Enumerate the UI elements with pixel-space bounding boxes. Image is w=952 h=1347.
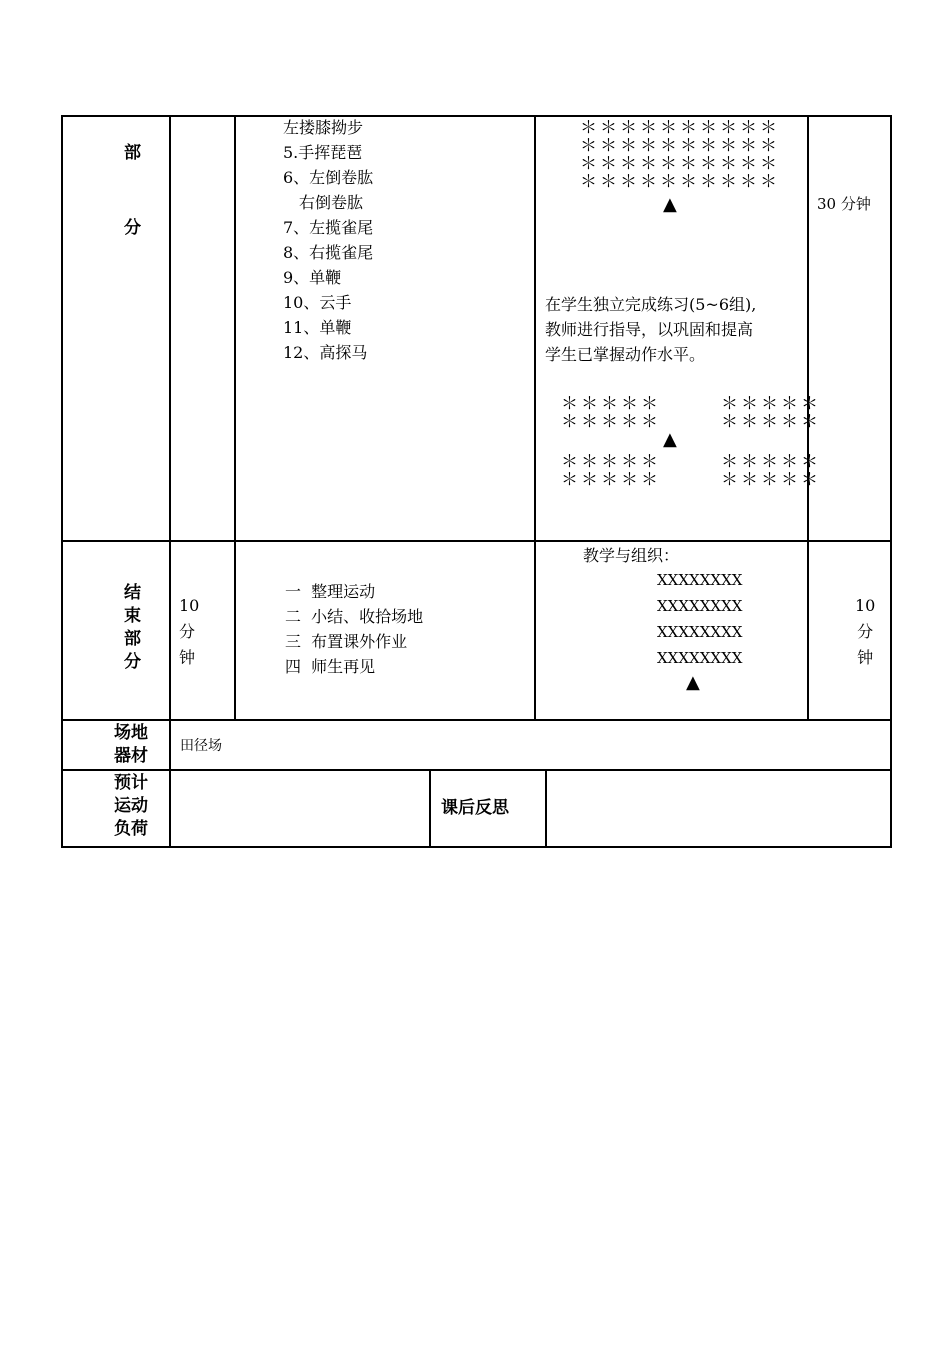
load-label [114,772,148,841]
table-border-top [61,115,892,117]
section-end-time-char: 分 [179,622,196,641]
col-divider-label [169,115,171,848]
move-item: 5.手挥琵琶 [283,143,363,162]
venue-label [114,722,148,768]
move-item: 右倒卷肱 [283,193,364,212]
group-row: ＊＊＊＊＊ ＊＊＊＊＊ [561,394,821,414]
section-end-time [179,593,199,671]
end-item: 一 整理运动 [285,582,376,601]
move-item: 12、高探马 [283,343,368,362]
col-divider-content [534,115,536,721]
formation-row: ＊＊＊＊＊＊＊＊＊＊ [580,136,780,156]
section-end-label [124,582,141,674]
venue-label-line: 器材 [114,746,148,766]
section-end-right-time-char: 钟 [857,648,874,667]
org-row: XXXXXXXX [657,571,743,589]
table-border-bottom [61,846,892,848]
col-divider-reflection [545,769,547,848]
group-row: ＊＊＊＊＊ ＊＊＊＊＊ [561,470,821,490]
section-main-label-char-2: 分 [124,218,141,238]
org-row: XXXXXXXX [657,597,743,615]
formation-top [580,119,780,191]
group-formation-top [561,395,821,431]
end-item: 二 小结、收拾场地 [285,607,424,626]
row-divider-main-end [61,540,892,542]
move-item: 10、云手 [283,293,352,312]
end-items-list [285,579,423,679]
section-end-label-char: 部 [124,629,141,649]
section-end-right-time-char: 分 [857,622,874,641]
venue-label-line: 场地 [114,723,148,743]
moves-list [283,115,373,365]
section-end-label-char: 结 [124,583,141,603]
load-label-line: 负荷 [114,819,148,839]
move-item: 8、右揽雀尾 [283,243,374,262]
org-rows [657,567,742,671]
end-item: 三 布置课外作业 [285,632,408,651]
guidance-line: 在学生独立完成练习(5~6组), [545,295,757,314]
main-section-time: 30 分钟 [817,195,871,213]
col-divider-load-value [429,769,431,848]
group-formation-bottom [561,453,821,489]
org-title: 教学与组织： [583,546,680,565]
row-divider-venue-load [61,769,892,771]
venue-value: 田径场 [180,738,222,754]
reflection-label: 课后反思 [441,798,509,818]
table-border-right [890,115,892,848]
col-divider-time [234,115,236,721]
section-end-time-char: 钟 [179,648,196,667]
guidance-line: 学生已掌握动作水平。 [545,345,706,364]
move-item: 6、左倒卷肱 [283,168,374,187]
load-label-line: 预计 [114,773,148,793]
section-end-label-char: 束 [124,606,141,626]
move-item: 左搂膝拗步 [283,118,364,137]
formation-row: ＊＊＊＊＊＊＊＊＊＊ [580,172,780,192]
row-divider-end-venue [61,719,892,721]
teacher-marker-top: ▲ [663,194,677,215]
formation-row: ＊＊＊＊＊＊＊＊＊＊ [580,154,780,174]
load-label-line: 运动 [114,796,148,816]
guidance-text [545,292,756,367]
formation-row: ＊＊＊＊＊＊＊＊＊＊ [580,118,780,138]
section-main-label-char-1: 部 [124,143,141,163]
teacher-marker-end: ▲ [686,672,700,693]
move-item: 7、左揽雀尾 [283,218,374,237]
teacher-marker-groups: ▲ [663,429,677,450]
move-item: 11、单鞭 [283,318,352,337]
org-row: XXXXXXXX [657,649,743,667]
section-end-right-time-char: 10 [855,596,876,615]
table-border-left [61,115,63,848]
guidance-line: 教师进行指导，以巩固和提高 [545,320,754,339]
end-item: 四 师生再见 [285,657,376,676]
group-row: ＊＊＊＊＊ ＊＊＊＊＊ [561,452,821,472]
move-item: 9、单鞭 [283,268,342,287]
section-end-right-time [855,593,875,671]
section-end-label-char: 分 [124,652,141,672]
group-row: ＊＊＊＊＊ ＊＊＊＊＊ [561,412,821,432]
org-row: XXXXXXXX [657,623,743,641]
section-end-time-char: 10 [179,596,200,615]
